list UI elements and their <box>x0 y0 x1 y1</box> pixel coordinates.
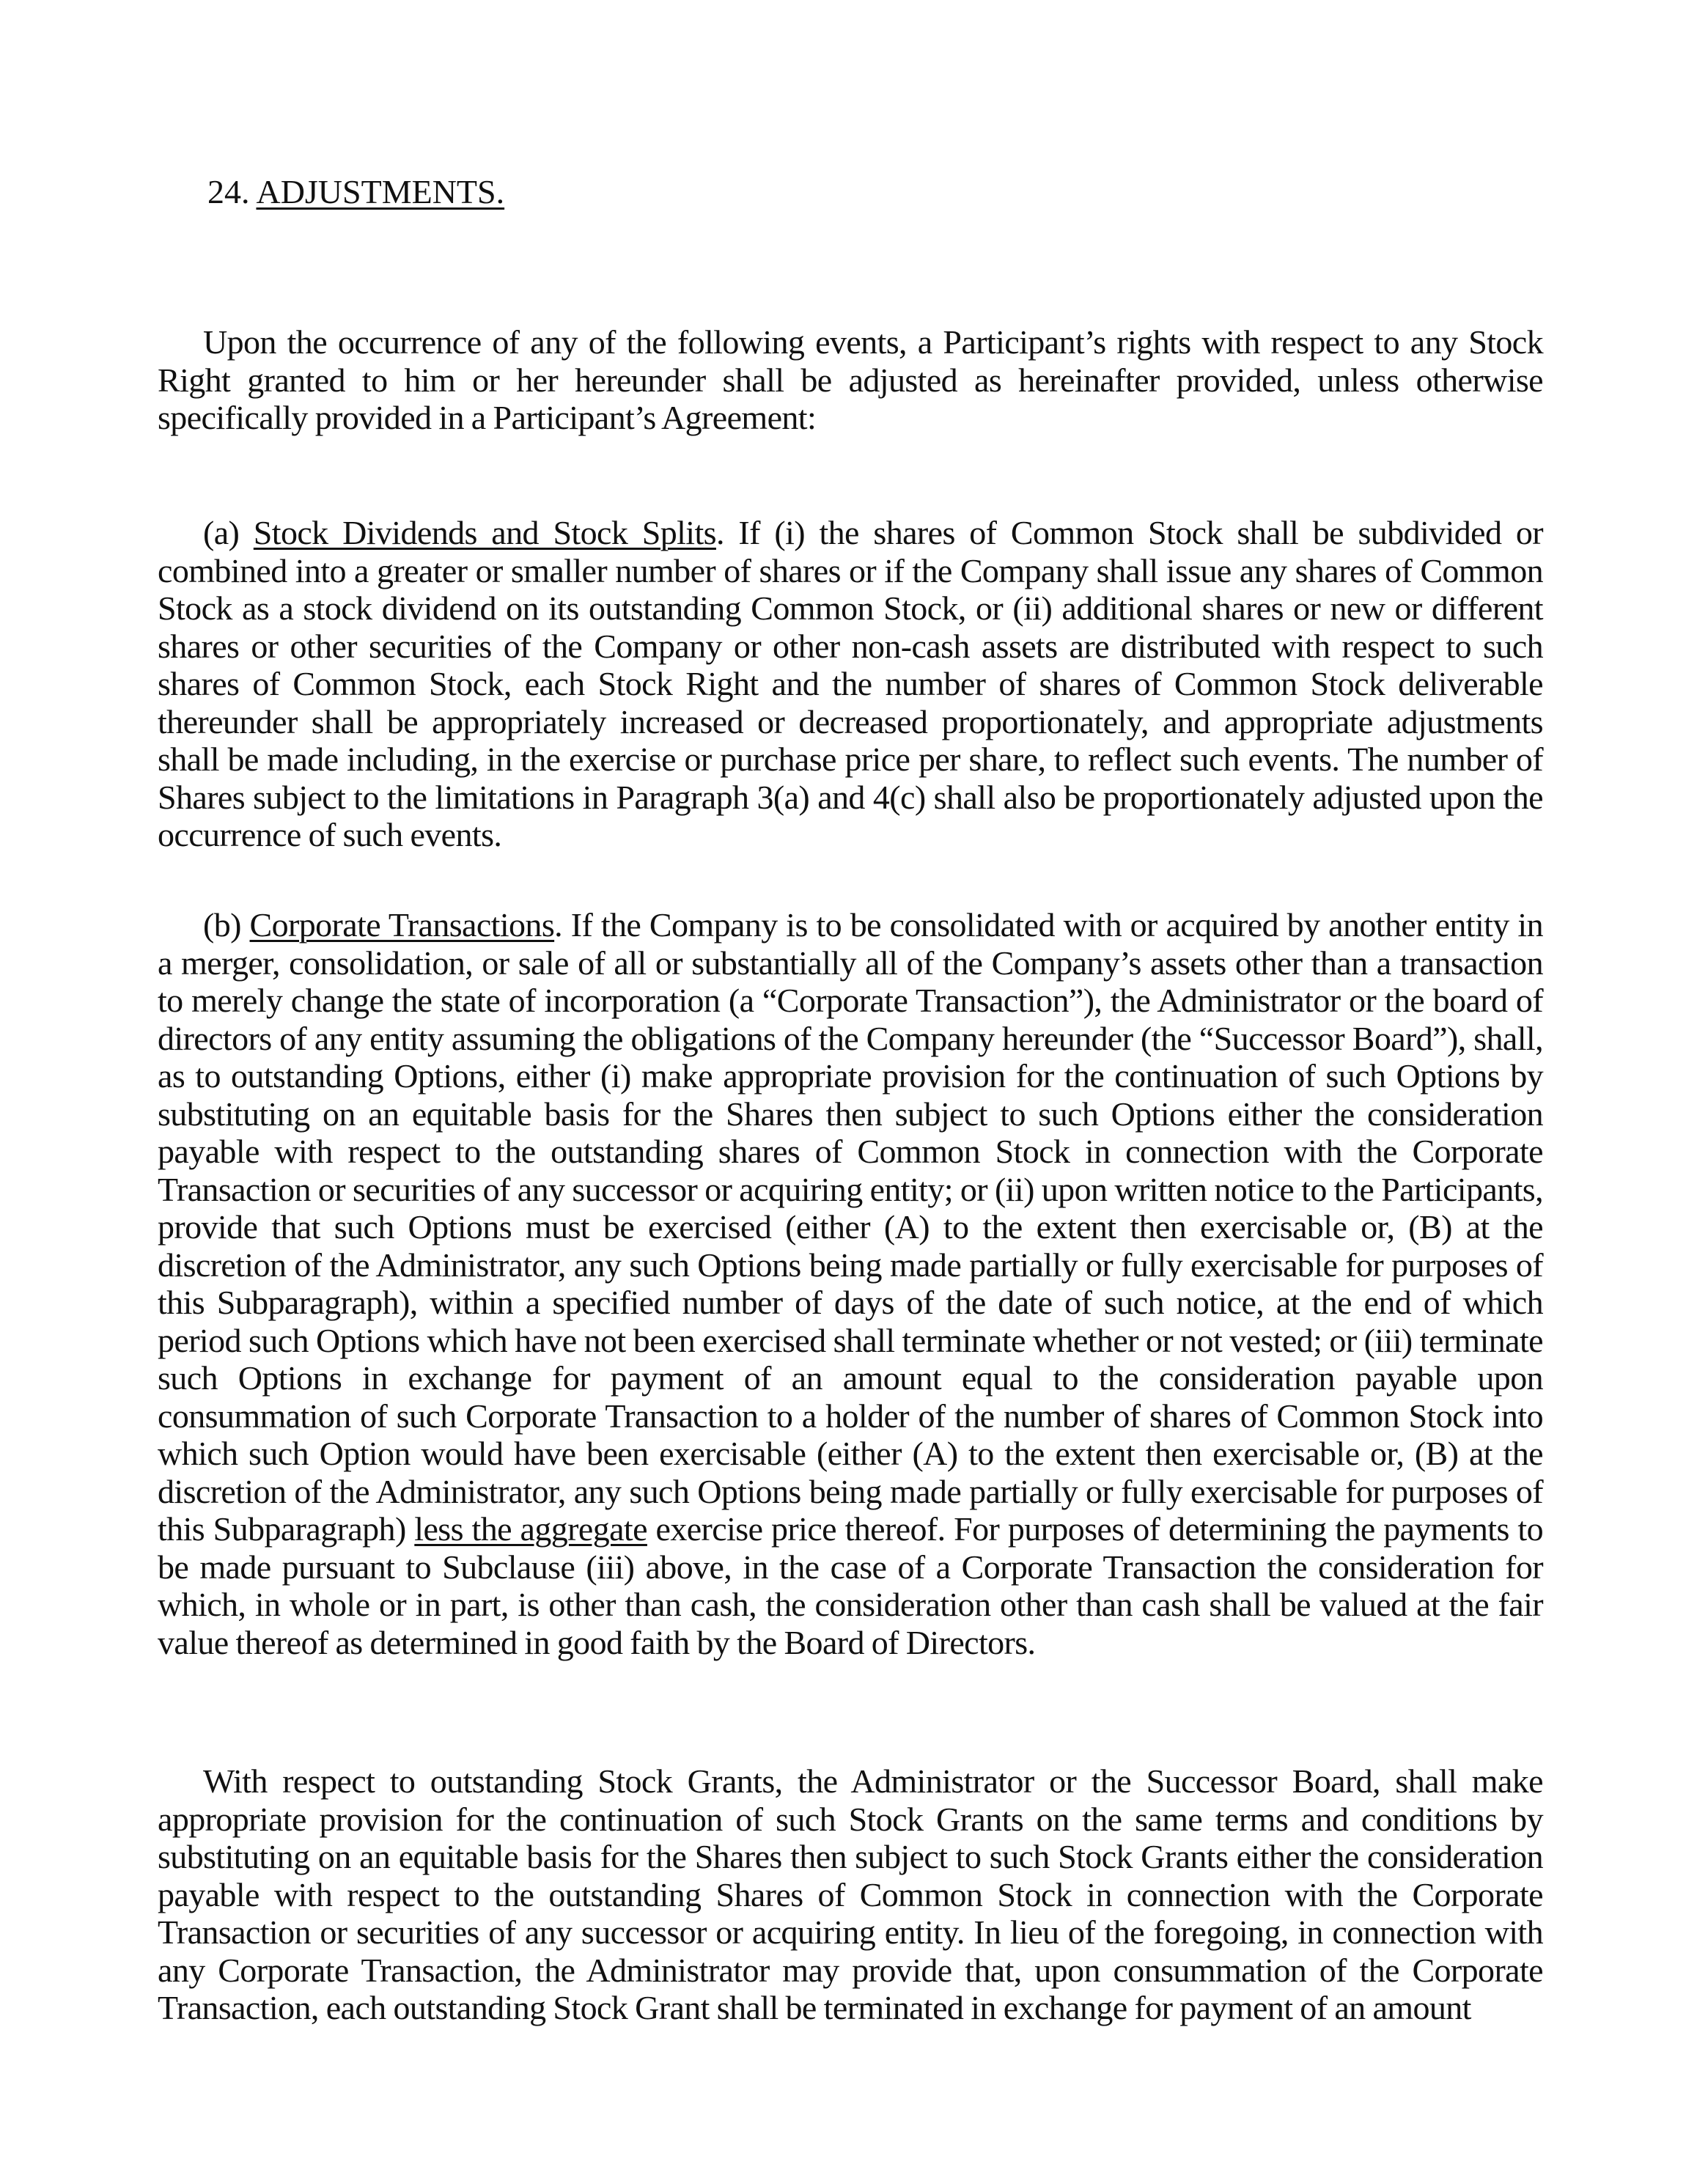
section-title: ADJUSTMENTS. <box>256 173 505 210</box>
subsection-b-paragraph <box>158 906 1543 1661</box>
subsection-b-heading-punct: . <box>554 906 563 944</box>
subsection-a-paragraph <box>158 514 1543 854</box>
subsection-b-heading: Corporate Transactions <box>249 906 555 944</box>
section-number: 24. <box>207 173 250 210</box>
subsection-b-body-part2: exercise price thereof. For purposes of determining the payments to be made pursuant to Subclause (iii) above, in the case of a Corporate Transaction the consideration for which, in whole or in part, is other than cash, the consideration other than cash shall be valued at the fair value thereof as determined in good faith by the Board of Directors. <box>158 1510 1543 1661</box>
subsection-b-label: (b) <box>203 906 241 944</box>
intro-paragraph: Upon the occurrence of any of the following events, a Participant’s rights with respect to any Stock Right granted to him or her hereunder shall be adjusted as hereinafter provided, unless otherwise specifically provided in a Participant’s Agreement: <box>158 323 1543 436</box>
subsection-b-underlined-phrase: less the aggregate <box>414 1510 647 1548</box>
subsection-a-heading: Stock Dividends and Stock Splits <box>253 514 716 551</box>
subsection-b-body-part1: If the Company is to be consolidated with or acquired by another entity in a merger, consolidation, or sale of all or substantially all of the Company’s assets other than a transaction to merely change the state of incorporation (a “Corporate Transaction”), the Administrator or the board of directors of any entity assuming the obligations of the Company hereunder (the “Successor Board”), shall, as to outstanding Options, either (i) make appropriate provision for the continuation of such Options by substituting on an equitable basis for the Shares then subject to such Options either the consideration payable with respect to the outstanding shares of Common Stock in connection with the Corporate Transaction or securities of any successor or acquiring entity; or (ii) upon written notice to the Participants, provide that such Options must be exercised (either (A) to the extent then exercisable or, (B) at the discretion of the Administrator, any such Options being made partially or fully exercisable for purposes of this Subparagraph), within a specified number of days of the date of such notice, at the end of which period such Options which have not been exercised shall terminate whether or not vested; or (iii) terminate such Options in exchange for payment of an amount equal to the consideration payable upon consummation of such Corporate Transaction to a holder of the number of shares of Common Stock into which such Option would have been exercisable (either (A) to the extent then exercisable or, (B) at the discretion of the Administrator, any such Options being made partially or fully exercisable for purposes of this Subparagraph) <box>158 906 1543 1548</box>
subsection-a-body: If (i) the shares of Common Stock shall be subdivided or combined into a greater or smaller number of shares or if the Company shall issue any shares of Common Stock as a stock dividend on its outstanding Common Stock, or (ii) additional shares or new or different shares or other securities of the Company or other non-cash assets are distributed with respect to such shares of Common Stock, each Stock Right and the number of shares of Common Stock deliverable thereunder shall be appropriately increased or decreased proportionately, and appropriate adjustments shall be made including, in the exercise or purchase price per share, to reflect such events. The number of Shares subject to the limitations in Paragraph 3(a) and 4(c) shall also be proportionately adjusted upon the occurrence of such events. <box>158 514 1544 853</box>
subsection-a-heading-punct: . <box>715 514 724 551</box>
subsection-a-label: (a) <box>203 514 240 551</box>
section-heading <box>207 170 504 214</box>
stock-grants-paragraph: With respect to outstanding Stock Grants, the Administrator or the Successor Board, shall make appropriate provision for the continuation of such Stock Grants on the same terms and conditions by substituting on an equitable basis for the Shares then subject to such Stock Grants either the consideration payable with respect to the outstanding Shares of Common Stock in connection with the Corporate Transaction or securities of any successor or acquiring entity. In lieu of the foregoing, in connection with any Corporate Transaction, the Administrator may provide that, upon consummation of the Corporate Transaction, each outstanding Stock Grant shall be terminated in exchange for payment of an amount <box>158 1762 1543 2026</box>
